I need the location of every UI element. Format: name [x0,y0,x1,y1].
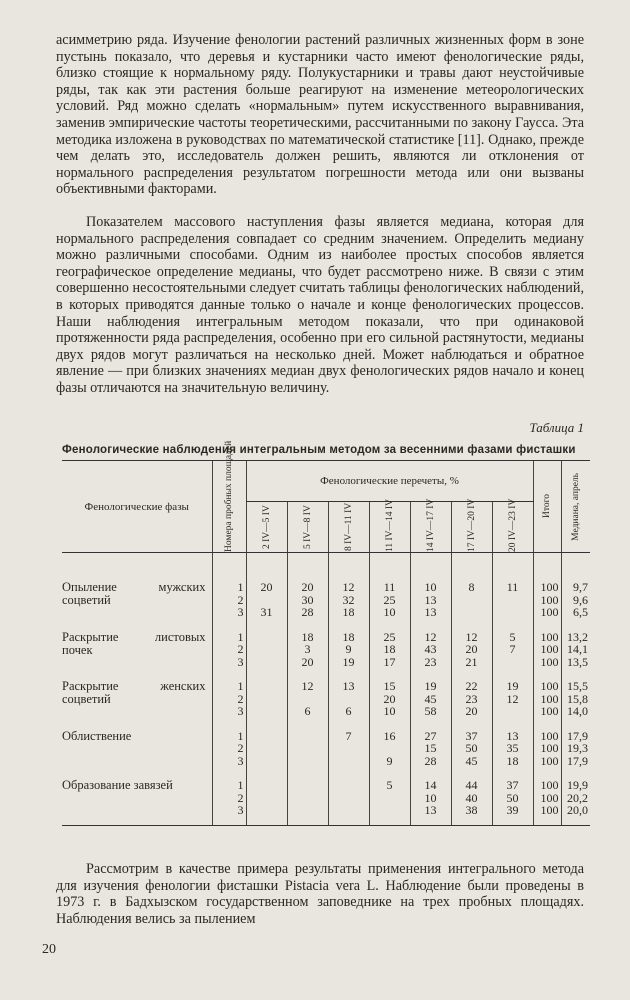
count-cell: 13 6 [328,668,369,718]
count-cell: 14 10 13 [410,767,451,825]
count-cell: 8 [451,553,492,619]
page-number: 20 [42,942,56,957]
total-cell: 100 100 100 [533,668,561,718]
table-row [62,718,590,768]
header-interval: 2 IV—5 IV [246,502,287,553]
total-cell: 100 100 100 [533,767,561,825]
header-phase: Фенологические фазы [62,461,212,553]
count-cell: 20 31 [246,553,287,619]
header-interval: 14 IV—17 IV [410,502,451,553]
count-cell: 37 50 39 [492,767,533,825]
phase-name: Раскрытие женских соцветий [62,679,206,706]
total-cell: 100 100 100 [533,553,561,619]
count-cell: 5 7 [492,619,533,669]
count-cell: 37 50 45 [451,718,492,768]
plot-numbers: 1 2 3 [212,619,246,669]
table-title: Фенологические наблюдения интегральным методом за весенними фазами фисташки [62,444,576,456]
header-interval: 20 IV—23 IV [492,502,533,553]
header-total: Итого [533,461,561,553]
count-cell: 5 [369,767,410,825]
total-cell: 100 100 100 [533,619,561,669]
plot-numbers: 1 2 3 [212,668,246,718]
total-cell: 100 100 100 [533,718,561,768]
count-cell: 11 [492,553,533,619]
plot-numbers: 1 2 3 [212,553,246,619]
phase-name: Раскрытие листовых почек [62,629,206,657]
table-row [62,668,590,718]
paragraph-2: Показателем массового наступления фазы является медиана, которая для нормального распределения совпадает со средним значением. Определить медиану можно различными способами. Одним из наиболее простых способов является географическое определение медианы, что будет рассмотрено ниже. В связи с этим совершенно несостоятельными следует считать таблицы фенологических наблюдений, в которых приводятся данные только о начале и конце фенологических процессов. Наши наблюдения интегральным методом показали, что при одинаковой протяженности ряда распределения, особенно при его сильной растянутости, медианы двух рядов могут различаться на несколько дней. Может наблюдаться и обратное явление — при близких значениях медиан двух фенологических рядов начало и конец фазы отличаются на значительную величину. [56,214,584,396]
count-cell: 16 9 [369,718,410,768]
count-cell: 12 20 21 [451,619,492,669]
phase-name: Образование завязей [62,767,212,825]
table-label: Таблица 1 [529,420,584,435]
count-cell: 13 35 18 [492,718,533,768]
count-cell [246,718,287,768]
median-cell: 9,7 9,6 6,5 [561,553,590,619]
plot-numbers: 1 2 3 [212,718,246,768]
phase-name: Опыление мужских соцветий [62,580,206,607]
header-plot: Номера пробных площадей [212,461,246,553]
header-interval: 11 IV—14 IV [369,502,410,553]
header-interval: 17 IV—20 IV [451,502,492,553]
header-median: Медиана, апрель [561,461,590,553]
phase-name: Облиствение [62,728,132,743]
median-cell: 13,2 14,1 13,5 [561,619,590,669]
count-cell: 12 6 [287,668,328,718]
count-cell: 7 [328,718,369,768]
count-cell: 18 9 19 [328,619,369,669]
count-cell: 27 15 28 [410,718,451,768]
count-cell: 25 18 17 [369,619,410,669]
table-row [62,619,590,669]
table-row [62,767,590,825]
count-cell: 18 3 20 [287,619,328,669]
count-cell: 12 43 23 [410,619,451,669]
count-cell: 19 12 [492,668,533,718]
paragraph-3: Рассмотрим в качестве примера результаты применения интегрального метода для изучения фенологии фисташки Pistacia vera L. Наблюдение были проведены в 1973 г. в Бадхызском государственном заповеднике на трех пробных площадях. Наблюдения велись за пылением [56,861,584,927]
count-cell [328,767,369,825]
median-cell: 17,9 19,3 17,9 [561,718,590,768]
count-cell: 22 23 20 [451,668,492,718]
count-cell: 44 40 38 [451,767,492,825]
count-cell: 10 13 13 [410,553,451,619]
count-cell [246,619,287,669]
median-cell: 19,9 20,2 20,0 [561,767,590,825]
median-cell: 15,5 15,8 14,0 [561,668,590,718]
count-cell [246,767,287,825]
count-cell [246,668,287,718]
paragraph-1: асимметрию ряда. Изучение фенологии растений различных жизненных форм в зоне пустынь показало, что деревья и кустарники часто имеют фенологические ряды, близко стоящие к нормальному ряду. Полукустарники и травы дают неустойчивые ряды, так как эти растения больше реагируют на изменение метеорологических условий. Ряд можно сделать «нормальным» путем искусственного выравнивания, заменив эмпирические частоты теоретическими, рассчитанными по закону Гаусса. Эта методика изложена в руководствах по математической статистике [11]. Однако, прежде чем делать это, исследователь должен решить, являются ли отклонения от нормального распределения результатом погрешности метода или они вызваны объективными факторами. [56,32,584,198]
count-cell: 19 45 58 [410,668,451,718]
header-interval: 8 IV—11 IV [328,502,369,553]
count-cell: 11 25 10 [369,553,410,619]
plot-numbers: 1 2 3 [212,767,246,825]
header-interval: 5 IV—8 IV [287,502,328,553]
count-cell: 20 30 28 [287,553,328,619]
header-counts-group: Фенологические перечеты, % [246,461,533,502]
table-row [62,553,590,619]
count-cell: 12 32 18 [328,553,369,619]
count-cell [287,718,328,768]
count-cell [287,767,328,825]
count-cell: 15 20 10 [369,668,410,718]
